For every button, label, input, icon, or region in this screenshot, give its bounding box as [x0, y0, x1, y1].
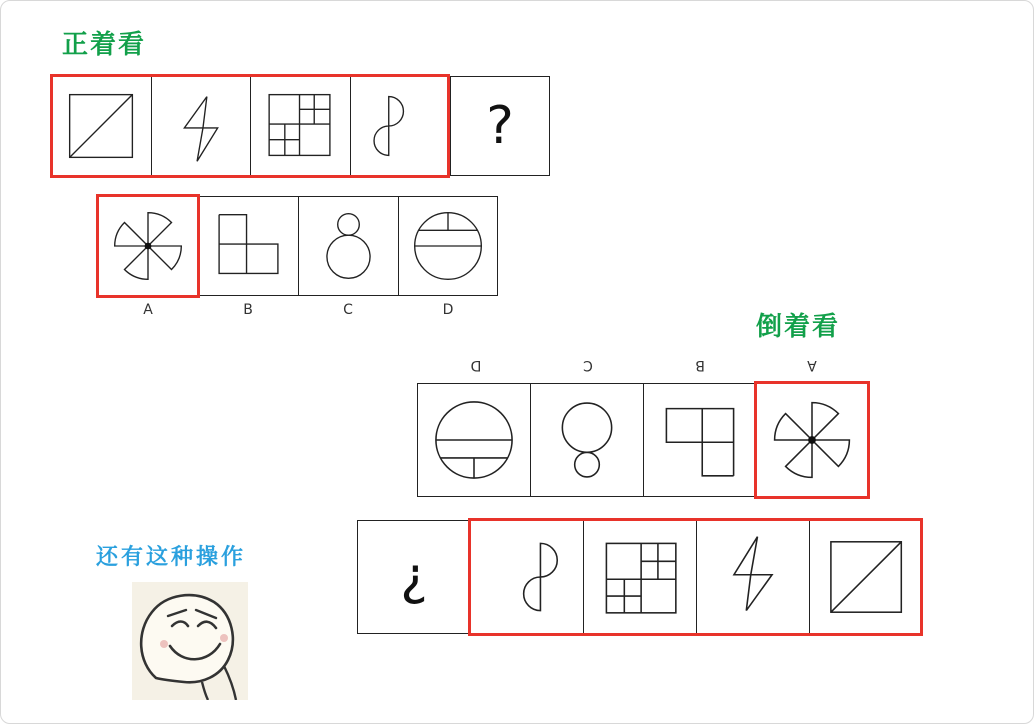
option-a-figure[interactable]: [98, 196, 198, 296]
option-d-label: D: [442, 302, 454, 318]
option-b-figure[interactable]: [198, 196, 299, 296]
option-c-label: C: [343, 302, 353, 318]
sequence-figure-4: [350, 76, 451, 176]
upside-down-heading: 倒着看: [756, 312, 841, 342]
aside-caption: 还有这种操作: [96, 545, 247, 570]
inverted-option-d-label: D: [470, 357, 482, 373]
sequence-figure-1: [52, 76, 152, 176]
inverted-option-c-figure[interactable]: [530, 383, 644, 497]
upright-heading: 正着看: [62, 30, 147, 60]
option-a-label: A: [143, 302, 153, 318]
option-d-figure[interactable]: [398, 196, 498, 296]
inverted-sequence-figure-3: [583, 520, 697, 634]
option-b-label: B: [243, 302, 253, 318]
inverted-option-b-label: B: [695, 357, 705, 373]
inverted-question-mark: ¿: [400, 547, 428, 607]
question-mark: ?: [486, 96, 514, 156]
inverted-sequence-figure-2: [696, 520, 810, 634]
inverted-option-b-figure[interactable]: [643, 383, 757, 497]
inverted-option-d-figure[interactable]: [417, 383, 531, 497]
inverted-sequence-unknown-cell: [357, 520, 471, 634]
inverted-option-c-label: C: [583, 357, 593, 373]
inverted-sequence-figure-1: [809, 520, 921, 634]
inverted-sequence-figure-4: [470, 520, 584, 634]
sequence-figure-3: [250, 76, 351, 176]
option-c-figure[interactable]: [298, 196, 399, 296]
inverted-option-a-label: A: [807, 357, 817, 373]
smiling-face-sticker: [132, 582, 248, 700]
smiling-face-icon: [132, 582, 248, 700]
sequence-unknown-cell: [450, 76, 550, 176]
inverted-option-a-figure[interactable]: [756, 383, 868, 497]
sequence-figure-2: [151, 76, 251, 176]
